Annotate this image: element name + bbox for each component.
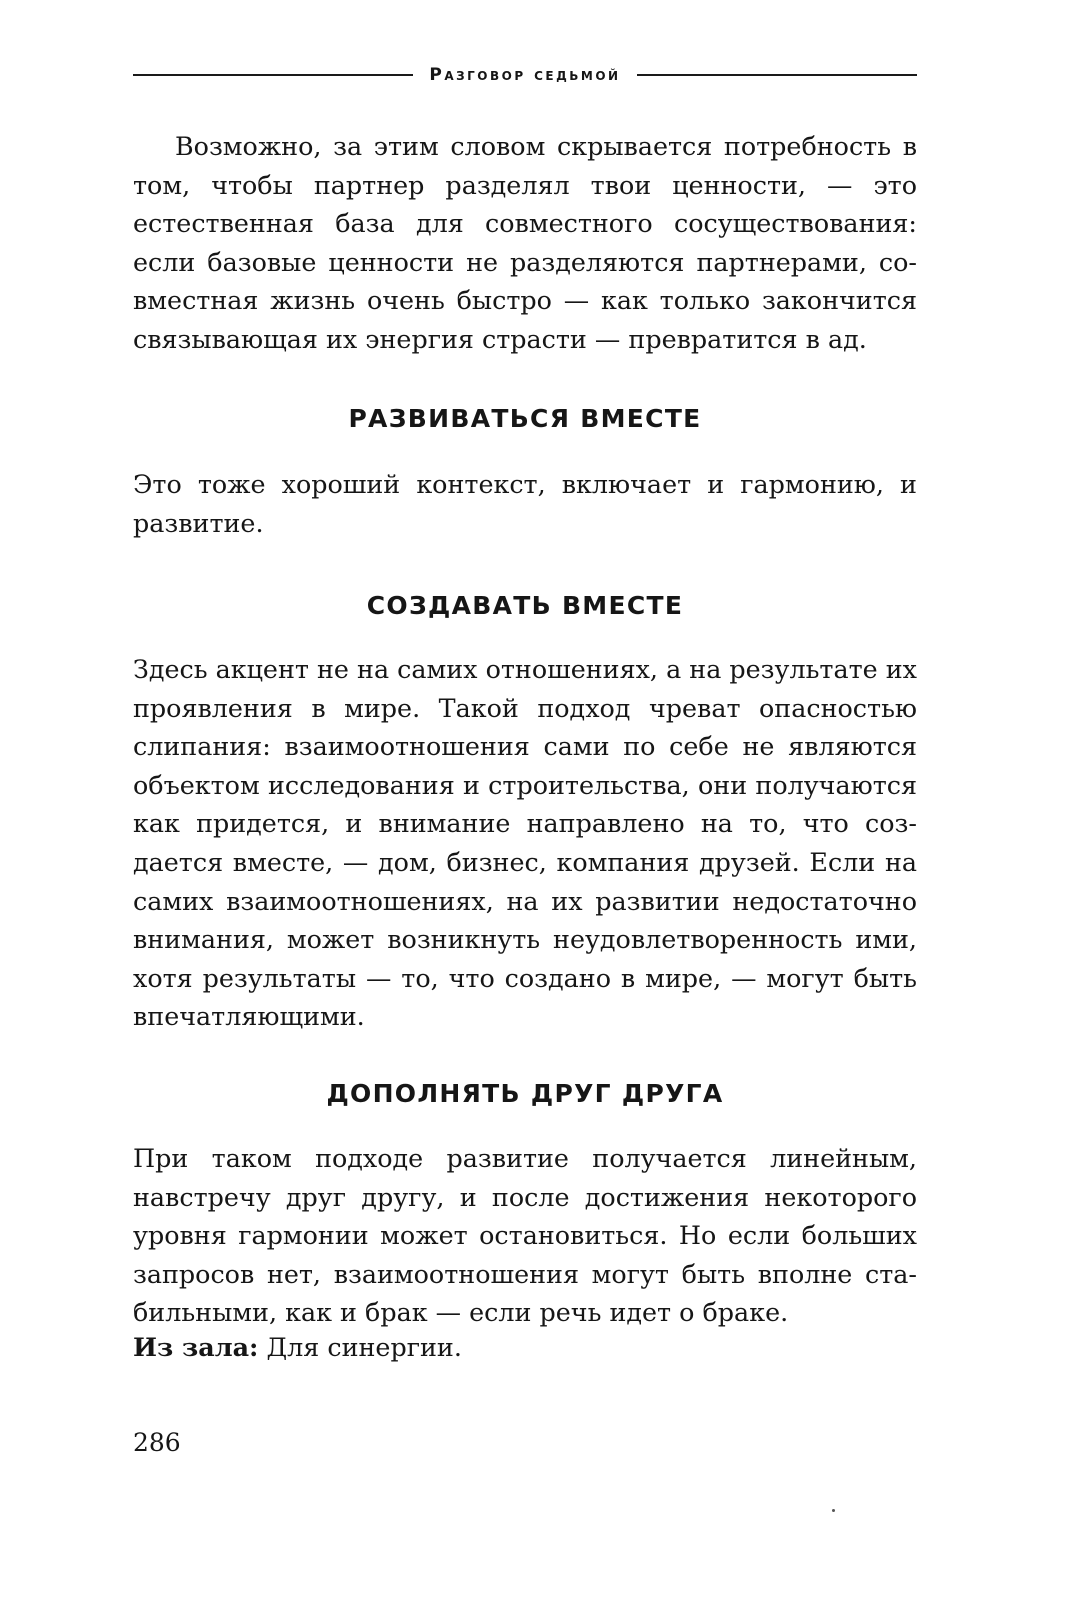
heading-create-together: СОЗДАВАТЬ ВМЕСТЕ	[366, 591, 684, 620]
paragraph-intro: Возможно, за этим словом скрывается потребность в том, чтобы партнер разделял твои ценности, — это естественная база для совместного сосуществования: если базовые ценности не разделяются партнерами, совместная жизнь очень быстро — как только закончится связывающая их энергия страсти — превратится в ад.	[133, 131, 917, 354]
heading-complement-each-other: ДОПОЛНЯТЬ ДРУГ ДРУГА	[326, 1079, 724, 1108]
running-header	[133, 62, 917, 88]
paragraph-complement-each-other: При таком подходе развитие получается линейным, навстречу друг другу, и после достижения некоторого уровня гармонии может остановиться. Но если больших запросов нет, взаимоотношения могут быть вполне стабильными, как и брак — если речь идет о браке.	[133, 1143, 917, 1328]
heading-develop-together: РАЗВИВАТЬСЯ ВМЕСТЕ	[348, 404, 702, 433]
paragraph-develop-together: Это тоже хороший контекст, включает и гармонию, и развитие.	[133, 469, 917, 538]
running-header-title: Разговор седьмой	[429, 65, 621, 85]
paragraph-create-together: Здесь акцент не на самих отношениях, а на результате их проявления в мире. Такой подход чреват опасностью слипания: взаимоотношения сами по себе не являются объектом исследования и строительства, они получаются как придется, и внимание направлено на то, что создается вместе, — дом, бизнес, компания друзей. Если на самих взаимоотношениях, на их развитии недостаточно внимания, может возникнуть неудовлетворенность ими, хотя результаты — то, что создано в мире, — могут быть впечатляющими.	[133, 654, 917, 1032]
audience-remark	[133, 1328, 917, 1367]
page-number: 286	[133, 1428, 181, 1457]
print-speck	[832, 1509, 835, 1512]
header-rule-left	[133, 74, 413, 76]
book-page	[133, 0, 917, 1601]
header-rule-right	[637, 74, 917, 76]
remark-speaker: Из зала:	[133, 1332, 259, 1362]
remark-text: Для синергии.	[266, 1332, 462, 1362]
